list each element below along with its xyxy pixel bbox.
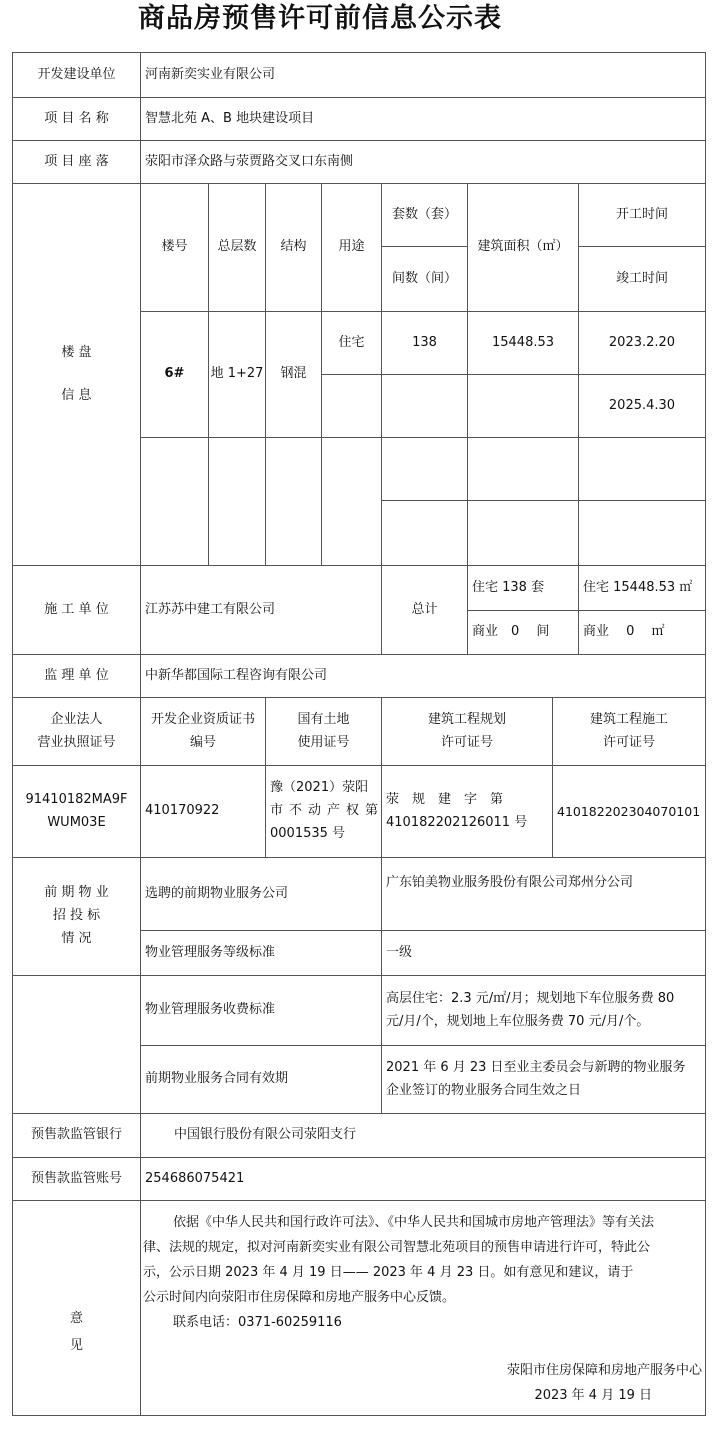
- bank-value: 中国银行股份有限公司荥阳支行: [174, 1127, 357, 1143]
- building-info-label: 楼 盘 信 息: [61, 344, 92, 403]
- bank-label: 预售款监管银行: [30, 1127, 122, 1143]
- account-value: 254686075421: [145, 1170, 245, 1186]
- planning-permit-no: 荥 规 建 字 第 410182202126011 号: [386, 791, 528, 830]
- property-company-label: 选聘的前期物业服务公司: [145, 885, 289, 901]
- header-qualification: 开发企业资质证书 编号: [150, 711, 255, 750]
- project-name-label: 项 目 名 称: [44, 110, 109, 126]
- building-start-time: 2023.2.20: [608, 334, 676, 350]
- building-floors: 地 1+27: [210, 366, 264, 382]
- header-end-time: 竣工时间: [615, 270, 668, 286]
- building-units: 138: [412, 334, 437, 350]
- contractor-label: 施 工 单 位: [44, 601, 109, 617]
- header-area: 建筑面积（㎡）: [477, 239, 569, 255]
- header-building-no: 楼号: [161, 239, 188, 255]
- building-area: 15448.53: [491, 334, 555, 350]
- total-residential-units: 住宅 138 套: [472, 579, 545, 595]
- total-commercial-area: 商业 0 ㎡: [583, 624, 665, 640]
- opinion-issuer: 荥阳市住房保障和房地产服务中心: [506, 1363, 702, 1378]
- property-grade-label: 物业管理服务等级标准: [145, 944, 276, 960]
- property-fee-label: 物业管理服务收费标准: [145, 1002, 276, 1018]
- project-location-value: 荥阳市泽众路与荥贾路交叉口东南侧: [145, 153, 354, 169]
- header-rooms: 间数（间）: [391, 270, 457, 286]
- total-residential-area: 住宅 15448.53 ㎡: [583, 579, 693, 595]
- header-structure: 结构: [280, 239, 307, 255]
- construction-permit-no: 410182202304070101: [557, 803, 701, 819]
- property-company-value: 广东铂美物业服务股份有限公司郑州分公司: [386, 874, 634, 890]
- header-usage: 用途: [338, 239, 365, 255]
- header-construction-permit: 建筑工程施工 许可证号: [589, 711, 668, 750]
- business-license-no: 91410182MA9F WUM03E: [25, 791, 128, 830]
- opinion-label: 意 见: [69, 1311, 83, 1353]
- property-fee-value: 高层住宅：2.3 元/㎡/月；规划地下车位服务费 80 元/月/个，规划地上车位服务费 70 元/月/个。: [386, 990, 675, 1029]
- property-grade-value: 一级: [386, 944, 413, 960]
- header-planning-permit: 建筑工程规划 许可证号: [427, 711, 506, 750]
- totals-label: 总计: [411, 601, 438, 617]
- header-land-certificate: 国有土地 使用证号: [297, 711, 350, 750]
- project-name-value: 智慧北苑 A、B 地块建设项目: [145, 110, 315, 126]
- land-certificate-no: 豫（2021）荥阳 市不动产权第 0001535 号: [270, 780, 378, 841]
- property-contract-value: 2021 年 6 月 23 日至业主委员会与新聘的物业服务 企业签订的物业服务合同生效之日: [386, 1059, 686, 1098]
- header-units: 套数（套）: [391, 206, 457, 222]
- qualification-no: 410170922: [145, 803, 220, 819]
- header-business-license: 企业法人 营业执照证号: [37, 711, 116, 750]
- account-label: 预售款监管账号: [30, 1170, 122, 1186]
- supervisor-label: 监 理 单 位: [44, 667, 109, 683]
- header-floors: 总层数: [217, 239, 257, 255]
- page-title: 商品房预售许可前信息公示表: [138, 3, 502, 34]
- building-no: 6#: [164, 366, 185, 382]
- supervisor-value: 中新华都国际工程咨询有限公司: [145, 667, 328, 683]
- property-bidding-label: 前 期 物 业 招 投 标 情 况: [44, 885, 109, 946]
- opinion-text: 依据《中华人民共和国行政许可法》、《中华人民共和国城市房地产管理法》等有关法 律、法规的规定，拟对河南新奕实业有限公司智慧北苑项目的预售申请进行许可，特此公 示，公示日期 2023 年 4 月 19 日—— 2023 年 4 月 23 日。如有意见和建议，请于 公示时间内向荥阳市住房保障和房地产服务中心反馈。 联系电话：0371-60259116: [143, 1215, 655, 1330]
- building-usage: 住宅: [338, 334, 365, 350]
- developer-label: 开发建设单位: [37, 66, 116, 82]
- total-commercial-units: 商业 0 间: [472, 624, 550, 640]
- header-start-time: 开工时间: [615, 206, 668, 222]
- project-location-label: 项 目 座 落: [44, 153, 109, 169]
- building-structure: 钢混: [280, 366, 307, 382]
- property-contract-label: 前期物业服务合同有效期: [145, 1071, 289, 1087]
- contractor-value: 江苏苏中建工有限公司: [145, 601, 276, 617]
- building-end-time: 2025.4.30: [608, 397, 676, 413]
- opinion-date: 2023 年 4 月 19 日: [534, 1388, 652, 1403]
- developer-value: 河南新奕实业有限公司: [145, 66, 276, 82]
